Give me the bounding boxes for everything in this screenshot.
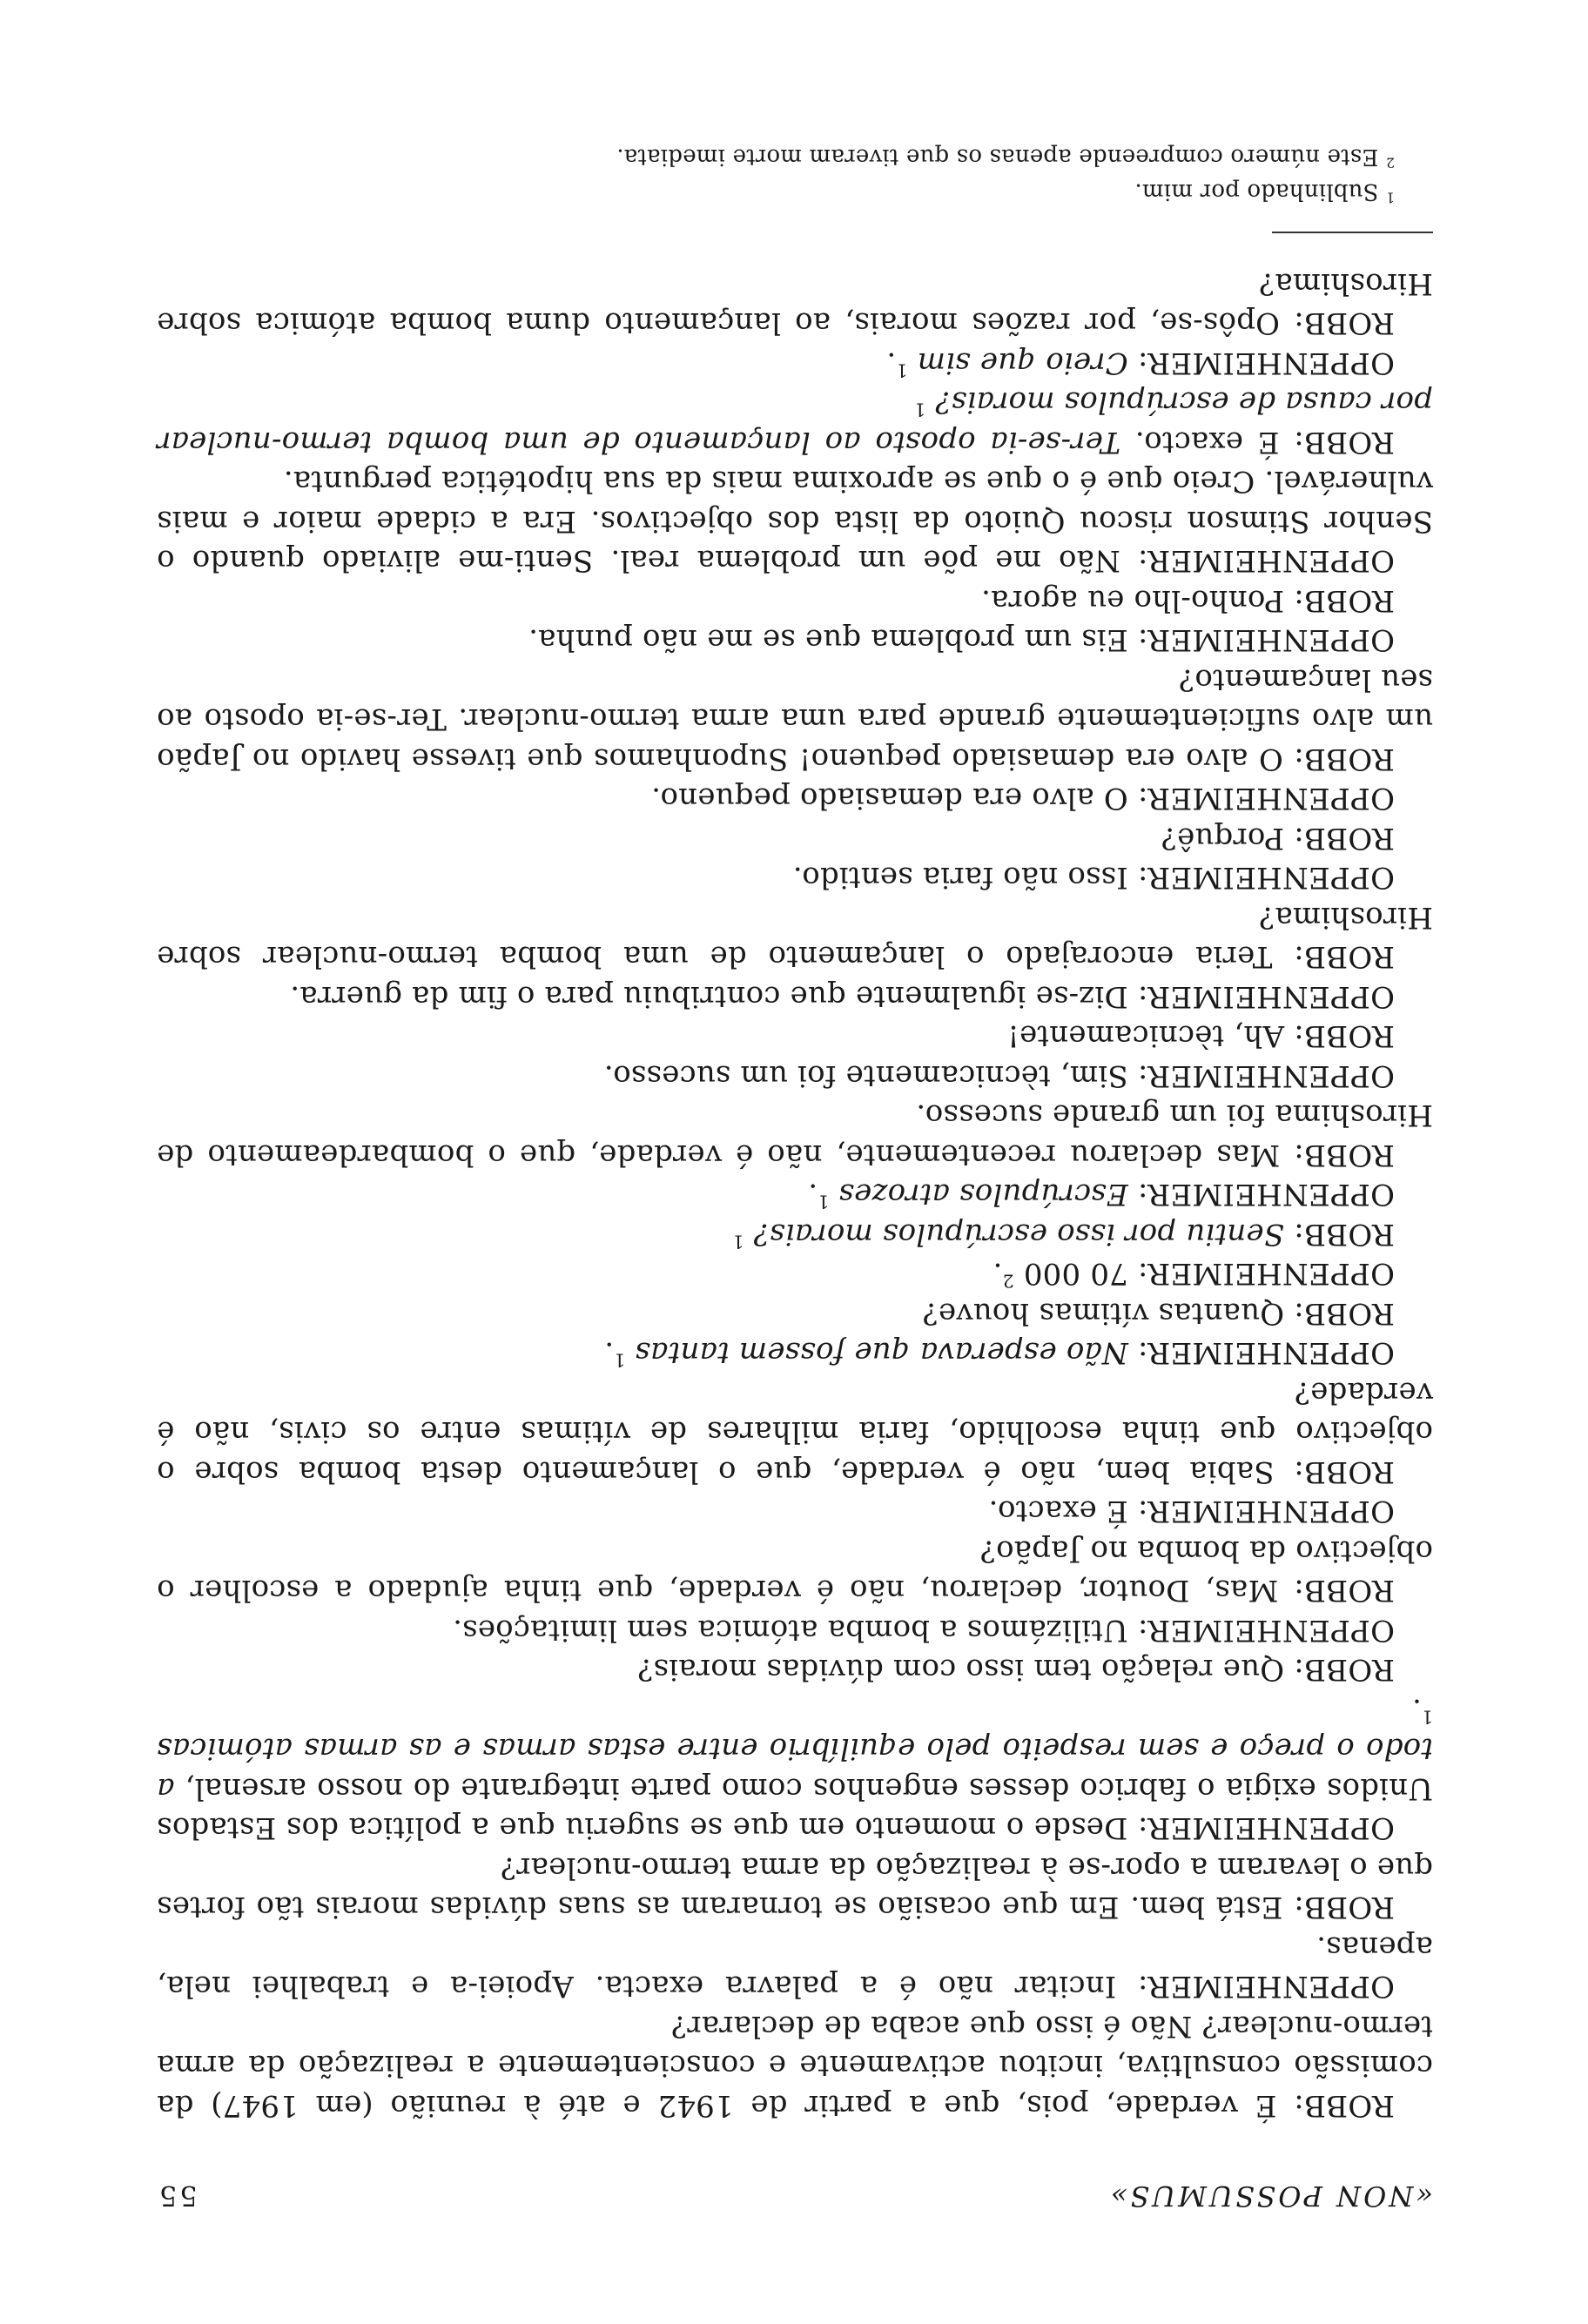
paragraph: ROBB: Mas, Doutor, declarou, não é verdade, que tinha ajudado a escolher o objectivo da bomba no Japão? — [157, 1534, 1433, 1609]
paragraph: ROBB: Sabia bem, não é verdade, que o lançamento desta bomba sobre o objectivo que tinha escolhido, faria milhares de vítimas entre os civis, não é verdade? — [157, 1375, 1433, 1489]
footnote: $^1$ Sublinhado por mim. — [1134, 178, 1395, 206]
paragraph: OPPENHEIMER: Utilizámos a bomba atómica sem limitações. — [452, 1613, 1395, 1648]
paragraph: ROBB: O alvo era demasiado pequeno! Suponhamos que tivesse havido no Japão um alvo suficientemente grande para uma arma termo-nuclear. Ter-se-ia oposto ao seu lançamento? — [157, 662, 1433, 776]
footnote-mark: 1 — [914, 399, 926, 420]
paragraph: ROBB: Quantas vítimas houve? — [922, 1296, 1395, 1331]
paragraph: OPPENHEIMER: Não esperava que fossem tantas $^1$. — [604, 1335, 1395, 1371]
paragraph: OPPENHEIMER: Isso não faria sentido. — [792, 860, 1395, 896]
paragraph: OPPENHEIMER: Escrúpulos atrozes $^1$. — [808, 1177, 1395, 1212]
paragraph: OPPENHEIMER: Não me põe um problema real. Senti-me aliviado quando o Senhor Stimson riscou Quioto da lista dos objectivos. Era a cidade maior e mais vulnerável. Creio que é o que se aproxima mais da sua hipotética pergunta. — [157, 464, 1433, 579]
footnote-mark: 2 — [1002, 1270, 1014, 1292]
paragraph: OPPENHEIMER: Eis um problema que se me não punha. — [528, 622, 1395, 658]
paragraph: ROBB: Opôs-se, por razões morais, ao lançamento duma bomba atómica sobre Hiroshima? — [157, 266, 1433, 341]
footnote-number: 1 — [1385, 190, 1395, 206]
paragraph: OPPENHEIMER: 70 000 $^2$. — [992, 1256, 1395, 1292]
paragraph: OPPENHEIMER: O alvo era demasiado pequeno. — [650, 781, 1395, 816]
paragraph: ROBB: Porquê? — [1161, 821, 1395, 856]
paragraph: OPPENHEIMER: É exacto. — [988, 1494, 1395, 1529]
paragraph: OPPENHEIMER: Creio que sim $^1$. — [886, 346, 1395, 381]
paragraph: ROBB: Teria encorajado o lançamento de uma bomba termo-nuclear sobre Hiroshima? — [157, 900, 1433, 975]
paragraph: ROBB: É exacto. Ter-se-ia oposto ao lançamento de uma bomba termo-nuclear por causa de escrúpulos morais? $^1$ — [157, 385, 1433, 460]
running-title: «NON POSSUMUS» — [1107, 2180, 1433, 2213]
paragraph: ROBB: Que relação tem isso com dúvidas morais? — [637, 1652, 1395, 1688]
paragraph: OPPENHEIMER: Desde o momento em que se sugeriu que a política dos Estados Unidos exigia o fabrico desses engenhos como parte integrante do nosso arsenal, a todo o preço e sem respeito pelo equilíbrio entre estas armas e as armas atómicas $^1$. — [156, 1692, 1433, 1846]
footnote-mark: 1 — [896, 359, 908, 381]
footnote-mark: 1 — [818, 1191, 830, 1212]
paragraph: ROBB: Ah, tècnicamente! — [1007, 1018, 1395, 1054]
paragraph: ROBB: Sentiu por isso escrúpulos morais? $^1$ — [732, 1217, 1395, 1253]
paragraph: ROBB: É verdade, pois, que a partir de 1942 e até à reunião (em 1947) da comissão consultiva, incitou activamente e conscientemente a realização da arma termo-nuclear? Não é isso que acaba de declarar? — [157, 2009, 1433, 2123]
paragraph: OPPENHEIMER: Sim, tècnicamente foi um sucesso. — [603, 1058, 1395, 1093]
footnote-rule — [1272, 232, 1433, 234]
paragraph: OPPENHEIMER: Diz-se igualmente que contribuiu para o fim da guerra. — [290, 979, 1395, 1014]
footnote-number: 2 — [1385, 155, 1395, 171]
paragraph: ROBB: Ponho-lho eu agora. — [980, 583, 1395, 618]
footnote: $^2$ Este número compreende apenas os que tiveram morte imediata. — [616, 144, 1395, 171]
running-head — [157, 2161, 1433, 2215]
footnote-mark: 1 — [1421, 1706, 1433, 1728]
footnote-mark: 1 — [614, 1349, 626, 1371]
footnote-mark: 1 — [732, 1231, 744, 1253]
paragraph: OPPENHEIMER: Incitar não é a palavra exacta. Apoiei-a e trabalhei nela, apenas. — [157, 1930, 1433, 2005]
paragraph: ROBB: Mas declarou recentemente, não é verdade, que o bombardeamento de Hiroshima foi um grande sucesso. — [157, 1098, 1433, 1172]
text-block — [157, 140, 1433, 2216]
paragraph: ROBB: Está bem. Em que ocasião se tornaram as suas dúvidas morais tão fortes que o levaram a opor-se à realização da arma termo-nuclear? — [157, 1850, 1433, 1925]
page-number: 55 — [157, 2180, 198, 2213]
